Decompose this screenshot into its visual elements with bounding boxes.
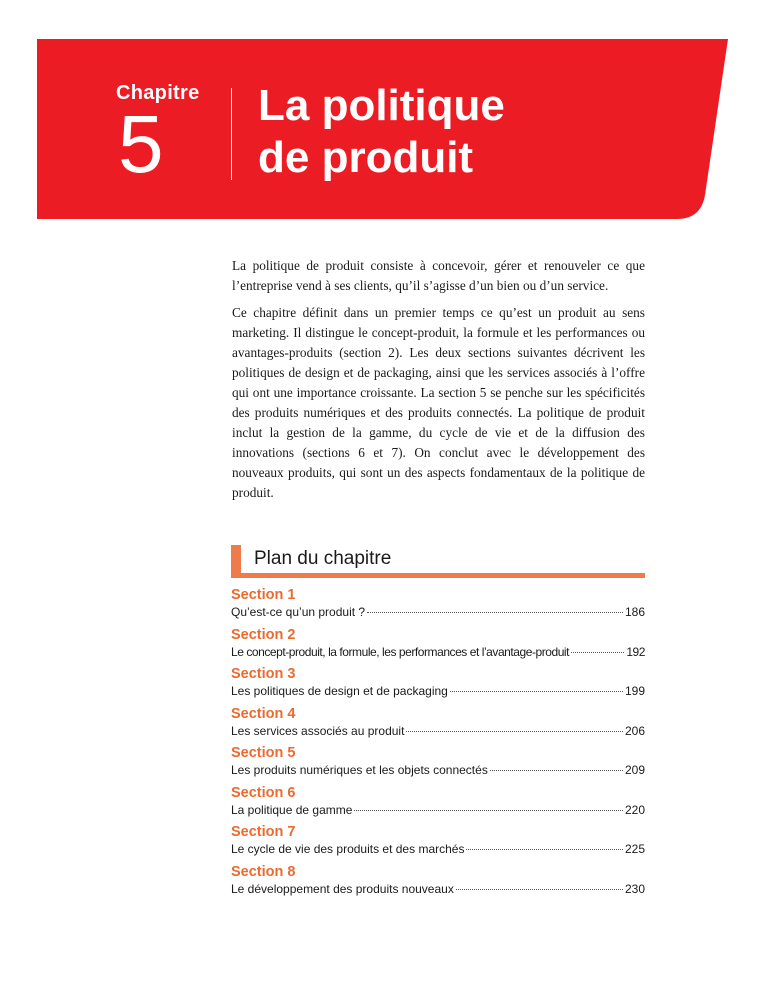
toc-entry[interactable] — [231, 665, 645, 705]
plan-title: Plan du chapitre — [254, 548, 392, 569]
intro-paragraph: La politique de produit consiste à concevoir, gérer et renouveler ce que l’entreprise vend à ses clients, qu’il s’agisse d’un bien ou d’un service. — [232, 258, 645, 293]
toc-entry[interactable] — [231, 823, 645, 863]
toc-leader-dots — [367, 612, 623, 613]
toc-entry[interactable] — [231, 626, 645, 666]
toc-page-number: 192 — [626, 644, 645, 659]
toc-leader-dots — [571, 652, 624, 653]
toc-entry[interactable] — [231, 863, 645, 903]
toc-entry[interactable] — [231, 784, 645, 824]
toc-leader-dots — [406, 731, 623, 732]
plan-header — [231, 545, 645, 578]
toc-section-title: Les politiques de design et de packaging — [231, 684, 448, 698]
toc-section-title: Le cycle de vie des produits et des marchés — [231, 842, 465, 856]
toc-leader-dots — [456, 889, 623, 890]
toc-section-label: Section 5 — [231, 745, 296, 761]
chapter-title-line1: La politique — [258, 81, 505, 130]
toc-entry[interactable] — [231, 705, 645, 745]
chapter-label: Chapitre — [116, 82, 200, 104]
toc-section-label: Section 1 — [231, 587, 296, 603]
toc-page-number: 230 — [624, 881, 645, 896]
toc-leader-dots — [354, 810, 623, 811]
toc-section-label: Section 2 — [231, 626, 296, 643]
toc-page-number: 199 — [624, 684, 645, 698]
table-of-contents — [231, 586, 645, 902]
toc-section-label: Section 6 — [231, 784, 296, 801]
toc-section-title: Qu’est-ce qu’un produit ? — [231, 605, 366, 619]
toc-leader-dots — [450, 691, 623, 692]
chapter-divider — [231, 88, 232, 180]
chapter-title-line2: de produit — [258, 133, 474, 182]
toc-page-number: 206 — [624, 723, 645, 738]
toc-page-number: 209 — [624, 763, 645, 777]
toc-section-label: Section 4 — [231, 705, 296, 722]
toc-section-title: Le concept-produit, la formule, les performances et l’avantage-produit — [231, 644, 570, 659]
chapter-title — [258, 80, 505, 184]
intro-paragraph: Ce chapitre définit dans un premier temps ce qu’est un produit au sens marketing. Il distingue le concept-produit, la formule et les performances ou avantages-produits (section 2). Les deux sections suivantes décrivent les politiques de design et de packaging, ainsi que les services associés à l’offre qui ont une importance croissante. La section 5 se penche sur les spécificités des produits numériques et des produits connectés. La politique de produit inclut la gestion de la gamme, du cycle de vie et de la diffusion des innovations (sections 6 et 7). On conclut avec le développement des nouveaux produits, qui sont un des aspects fondamentaux de la politique de produit. — [232, 305, 645, 500]
toc-section-title: Les services associés au produit — [231, 723, 405, 738]
toc-section-title: La politique de gamme — [231, 802, 353, 817]
toc-section-title: Les produits numériques et les objets connectés — [231, 763, 488, 777]
toc-page-number: 186 — [624, 605, 645, 619]
toc-section-title: Le développement des produits nouveaux — [231, 881, 454, 896]
toc-section-label: Section 7 — [231, 824, 296, 840]
plan-underline — [231, 573, 645, 578]
toc-entry[interactable] — [231, 744, 645, 784]
chapter-number: 5 — [118, 99, 164, 190]
toc-entry[interactable] — [231, 586, 645, 626]
toc-leader-dots — [490, 770, 623, 771]
toc-page-number: 220 — [624, 802, 645, 817]
toc-page-number: 225 — [624, 842, 645, 856]
chapter-intro — [232, 256, 645, 510]
toc-section-label: Section 3 — [231, 666, 296, 682]
toc-leader-dots — [466, 849, 623, 850]
toc-section-label: Section 8 — [231, 863, 296, 880]
